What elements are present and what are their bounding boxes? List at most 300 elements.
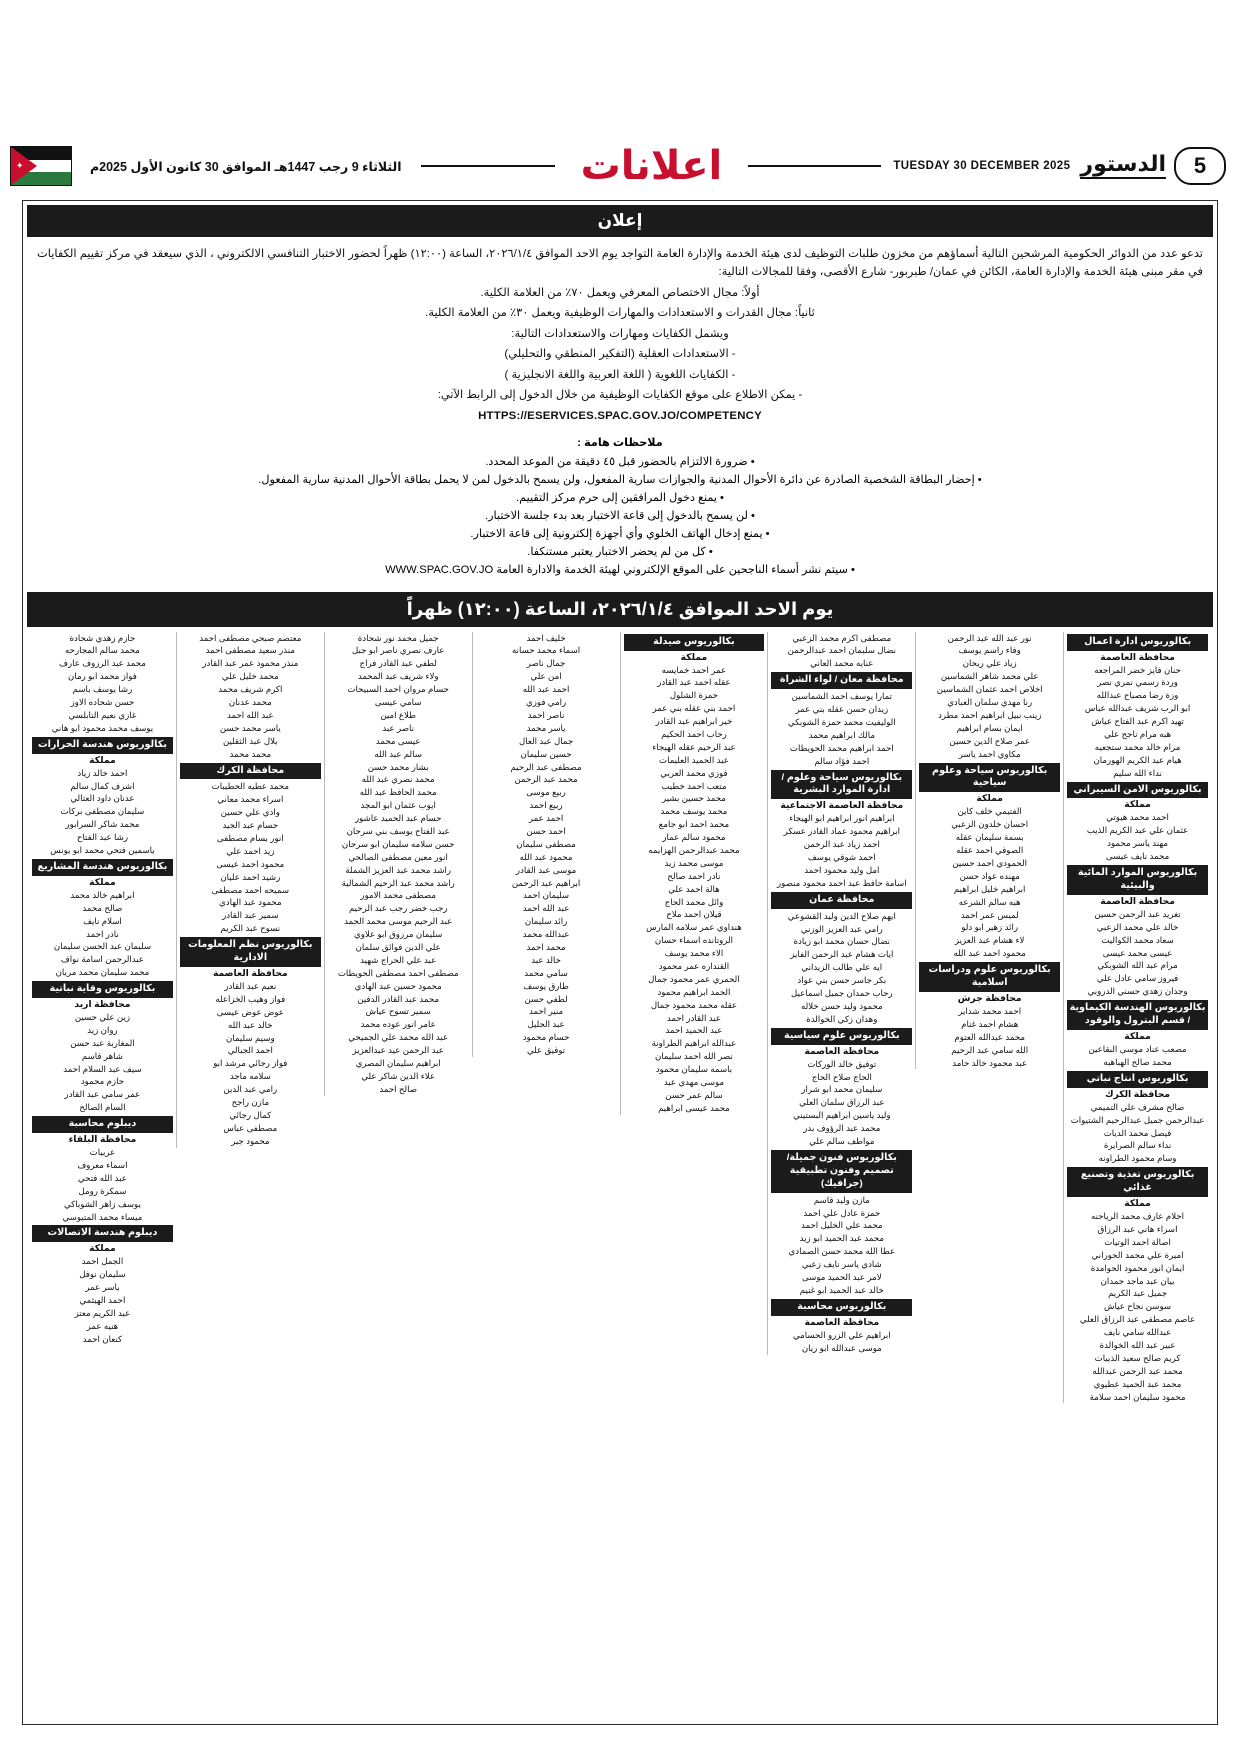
- candidate-name: سليمان مصطفى بركات: [60, 806, 145, 817]
- candidate-name: محمد عدنان: [228, 697, 272, 708]
- announcement-intro: [27, 237, 1213, 433]
- candidate-name: احسان خلدون الزعبي: [951, 819, 1029, 830]
- candidate-name: فيروز سامي عادل علي: [1096, 973, 1179, 984]
- candidate-name: ابراهيم خالد محمد: [70, 889, 135, 900]
- name-column: [29, 632, 176, 1346]
- candidate-name: محمد عبد الحميد عطيوي: [1093, 1378, 1182, 1389]
- candidate-name: ميساء محمد المتيوسي: [62, 1211, 143, 1222]
- candidate-name: محمد عبدالرحمن الهزايمه: [648, 845, 740, 855]
- candidate-name: خير ابراهيم عبد القادر: [655, 716, 733, 727]
- candidate-name: جميل عبد الكريم: [1108, 1288, 1168, 1299]
- candidate-name: الحاج صلاح الحاج: [811, 1071, 872, 1082]
- governorate-subheader: مملكة: [89, 1243, 116, 1254]
- candidate-name: هبه مرام ناجح علي: [1104, 728, 1172, 739]
- candidate-name: امن علي: [530, 671, 562, 682]
- candidate-name: نور عبد الله عبد الرحمن: [947, 632, 1032, 643]
- candidate-name: عدنان داود العتالي: [70, 793, 135, 804]
- candidate-name: رامي عبد الدين: [223, 1084, 278, 1095]
- note-item: • سيتم نشر أسماء الناجحين على الموقع الإلكتروني لهيئة الخدمة والادارة العامة WWW.SPAC.GOV.JO: [385, 563, 855, 576]
- candidate-name: ايه علي طالب الزيداني: [801, 962, 883, 973]
- masthead-rule-right: [421, 165, 554, 167]
- degree-section-header: بكالوريوس هندسة المشاريع: [32, 859, 173, 876]
- candidate-name: جمال عبد العال: [518, 735, 574, 746]
- governorate-subheader: محافظة العاصمة: [1100, 895, 1175, 906]
- candidate-name: غازي نعيم التابلسي: [68, 709, 137, 720]
- candidate-name: عمر صلاح الدين حسين: [949, 735, 1030, 746]
- candidate-name: رجب خضر رجب عبد الرحيم: [348, 903, 448, 914]
- candidate-name: سمير تسوح عياش: [365, 1006, 431, 1017]
- candidate-name: ايوب عثمان ابو المجد: [360, 800, 436, 811]
- degree-section-header: بكالوريوس علوم سياسية: [771, 1028, 912, 1045]
- governorate-subheader: مملكة: [680, 651, 708, 662]
- candidate-name: محمود وليد حسن خلاله: [801, 1000, 883, 1011]
- candidate-name: سالم عبد الله: [374, 748, 422, 759]
- candidate-name: الله سامي عبد الرحيم: [951, 1044, 1029, 1055]
- candidate-name: ياسر محمد حسن: [219, 722, 281, 733]
- candidate-name: حازم محمود: [80, 1076, 125, 1087]
- candidate-name: عبد الرحيم عقله الهيجاء: [652, 741, 736, 752]
- candidate-name: محمد يوسف محمد: [660, 806, 728, 817]
- degree-section-header: ديبلوم هندسة الاتصالات: [32, 1225, 173, 1242]
- candidate-name: ياسمين فتحي محمد ابو يونس: [50, 845, 155, 855]
- candidate-name: محمود جبر: [231, 1135, 270, 1146]
- degree-section-header: بكالوريوس الهندسة الكيماوية / قسم البترول والوقود: [1067, 1000, 1208, 1030]
- name-column: [620, 632, 768, 1115]
- candidate-name: وهدان زكي الخوالدة: [806, 1013, 878, 1024]
- candidate-name: نضال حسان محمد ابو زيادة: [793, 936, 891, 947]
- candidate-name: كريم صالح سعيد الذيبات: [1094, 1352, 1181, 1363]
- candidate-name: عبد الحميد العليمات: [658, 754, 729, 765]
- candidate-name: سعاد محمد الكواليت: [1101, 934, 1174, 945]
- candidate-name: مالك ابراهيم محمد: [808, 729, 875, 740]
- candidate-name: عوض عوض عيسى: [216, 1006, 284, 1017]
- candidate-name: زيد احمد علي: [226, 845, 275, 856]
- candidate-name: علاء الدين شاكر علي: [361, 1070, 436, 1081]
- candidate-name: وزة رضا مصباح عبدالله: [1096, 690, 1179, 701]
- masthead-date-en: TUESDAY 30 DECEMBER 2025: [893, 160, 1071, 172]
- candidate-name: وردة رسمي نمري نصر: [1097, 677, 1178, 688]
- candidate-name: جميل محمد نور شحادة: [357, 632, 439, 643]
- candidate-name: محمود سليمان احمد سلامة: [1089, 1391, 1186, 1402]
- candidate-name: توفيق علي: [526, 1045, 566, 1056]
- candidate-name: كمال رجائي: [229, 1109, 272, 1120]
- candidate-name: بكر جاسر حسن بني عواد: [797, 975, 887, 986]
- candidate-name: راشد محمد عبد الرحيم الشمالية: [341, 877, 455, 888]
- candidate-name: فوزي محمد العربي: [660, 767, 728, 778]
- candidate-name: موسى مهدي عبد: [663, 1077, 725, 1088]
- candidate-name: اسراء هاني عبد الرزاق: [1097, 1223, 1178, 1234]
- candidate-name: صالح مشرف علي التميمي: [1090, 1101, 1185, 1112]
- candidate-name: هبه سالم الشرعه: [958, 896, 1021, 907]
- candidate-name: عبير عبد الله الخوالدة: [1099, 1339, 1176, 1350]
- candidate-name: نادر احمد صالح: [667, 870, 721, 881]
- candidate-name: اسامة حافظ عبد احمد محمود منصور: [777, 877, 907, 888]
- candidate-name: علي الدين فوائق سلمان: [355, 941, 441, 952]
- degree-section-header: بكالوريوس الامن السيبراني: [1067, 782, 1208, 799]
- candidate-name: حسن شحاده الاوز: [70, 697, 135, 708]
- candidate-name: موسى محمد زيد: [664, 857, 724, 868]
- candidate-name: فيصل محمد الديات: [1103, 1127, 1172, 1138]
- candidate-name: مهند ياسر محمود: [1107, 838, 1168, 849]
- candidate-name: سليمان محمد ابو شرار: [801, 1084, 883, 1095]
- candidate-name: سامي محمد: [524, 967, 568, 978]
- candidate-name: هنيه عمر: [86, 1320, 119, 1331]
- candidate-name: سالم عمر حسن: [665, 1089, 723, 1100]
- candidate-name: اشرف كمال سالم: [70, 780, 135, 791]
- candidate-name: سميحه احمد مصطفى: [211, 884, 290, 895]
- degree-section-header: ديبلوم محاسبة: [32, 1116, 173, 1133]
- candidate-name: بلال عبد الثقلين: [222, 735, 278, 746]
- candidate-name: لامر عبد الحميد موسى: [801, 1272, 882, 1283]
- candidate-name: لطفي عبد القادر فراج: [359, 658, 437, 669]
- candidate-name: فواز رجائي مرشد ابو: [213, 1058, 288, 1069]
- candidate-name: مصطفى محمد الامور: [360, 890, 436, 901]
- candidate-name: سيف عبد السلام احمد: [63, 1063, 142, 1074]
- candidate-name: رشا عبد الفتاح: [76, 832, 128, 843]
- candidate-name: حسام عبد الجيد: [222, 820, 279, 831]
- candidate-name: فواز وهيب الخزاعله: [215, 993, 286, 1004]
- candidate-name-columns: [27, 632, 1213, 1404]
- candidate-name: كنعان احمد: [82, 1333, 123, 1344]
- candidate-name: محمود سالم عمار: [662, 832, 726, 843]
- candidate-name: صالح محمد: [82, 902, 123, 913]
- candidate-name: محمد عبد الرؤوف بدر: [803, 1123, 881, 1134]
- intro-paragraph-0: تدعو عدد من الدوائر الحكومية المرشحين التالية أسماؤهم من مخزون طلبات التوظيف لدى هيئة الخدمة والإدارة العامة التواجد يوم الاحد الموافق ٢٠٢٦/١/٤، الساعة (١٢:٠٠) ظهراً لحضور الاختبار التنافسي الالكتروني ، الذي سيعقد في مركز تقييم الكفايات في مقر مبنى هيئة الخدمة والإدارة العامة، الكائن في عمان/ طبربور- شارع الأقصى، وفقا للمجالات التالية:: [37, 248, 1203, 279]
- governorate-subheader: محافظة اربد: [74, 999, 131, 1009]
- note-item: • يمنع دخول المرافقين إلى حرم مركز التقييم.: [516, 491, 724, 504]
- candidate-name: روان زيد: [87, 1024, 118, 1035]
- candidate-name: حمزة عادل علي احمد: [803, 1207, 881, 1218]
- candidate-name: قيلان احمد ملاح: [666, 909, 722, 920]
- candidate-name: سلامه ماجد: [229, 1071, 271, 1082]
- candidate-name: محمد احمد ابو جامع: [658, 819, 730, 830]
- intro-paragraph-6: - يمكن الاطلاع على موقع الكفايات الوظيفية من خلال الدخول إلى الرابط الآتي:: [437, 389, 803, 402]
- governorate-subheader: محافظة البلقاء: [68, 1134, 137, 1145]
- candidate-name: محمد نصري عبد الله: [361, 774, 435, 785]
- candidate-name: احلام عارف محمد الرياحنه: [1091, 1211, 1185, 1222]
- candidate-name: عطا الله محمد حسن الصمادي: [788, 1246, 896, 1257]
- competency-link[interactable]: HTTPS://ESERVICES.SPAC.GOV.JO/COMPETENCY: [478, 409, 762, 422]
- degree-section-header: بكالوريوس هندسة الحرارات: [32, 737, 173, 754]
- candidate-name: اميرة علي محمد الحوراني: [1091, 1249, 1184, 1260]
- intro-paragraph-5: - الكفايات اللغوية ( اللغة العربية واللغة الانجليزية ): [504, 368, 736, 381]
- candidate-name: لاء هشام عبد العزيز: [954, 935, 1025, 946]
- candidate-name: خالد عبد الحميد ابو غنيم: [799, 1284, 884, 1295]
- candidate-name: مرام خالد محمد ستجعيه: [1094, 741, 1181, 752]
- intro-paragraph-4: - الاستعدادات العقلية (التفكير المنطقي والتحليلي): [504, 348, 736, 361]
- candidate-name: حسام عبد الحميد عاشور: [354, 813, 442, 824]
- announcement-frame: [22, 200, 1218, 1725]
- candidate-name: منذر سعيد مصطفى احمد: [205, 645, 295, 656]
- candidate-name: لطفي حسن: [524, 993, 568, 1004]
- candidate-name: عنايه محمد العاني: [810, 658, 874, 669]
- candidate-name: مازن وليد قاسم: [813, 1194, 870, 1205]
- candidate-name: تهيد اكرم عبد الفتاح عياش: [1091, 716, 1184, 727]
- candidate-name: بيان عبد ماجد حمدان: [1100, 1275, 1175, 1286]
- candidate-name: عربيات: [89, 1147, 116, 1158]
- candidate-name: ايمان بسام ابراهيم: [956, 722, 1023, 733]
- candidate-name: حمزة الشلول: [669, 690, 718, 701]
- candidate-name: محمود عبد الله: [519, 851, 573, 862]
- candidate-name: عبد الحميد احمد: [665, 1025, 723, 1036]
- candidate-name: الجمل احمد: [81, 1256, 124, 1267]
- candidate-name: علي محمد شاهر الشماسين: [940, 671, 1039, 682]
- candidate-name: توفيق خالد الوركات: [807, 1058, 877, 1069]
- candidate-name: محمد احمد: [526, 941, 566, 952]
- candidate-name: طلاع امين: [380, 709, 416, 720]
- candidate-name: احمد محمد هيوتي: [1106, 812, 1169, 823]
- candidate-name: احمد شوقي يوسف: [807, 852, 876, 863]
- candidate-name: محمد سالم المجارحه: [65, 645, 140, 656]
- candidate-name: محمد شاكر السرابور: [65, 819, 140, 830]
- candidate-name: نداء الله سليم: [1113, 767, 1163, 778]
- candidate-name: ابراهيم سليمان المصري: [355, 1057, 441, 1068]
- candidate-name: سمير عبد القادر: [222, 910, 279, 921]
- candidate-name: موسى عبد القادر: [515, 864, 577, 875]
- candidate-name: جمال ناصر: [526, 658, 566, 669]
- governorate-subheader: محافظة العاصمة: [804, 1045, 880, 1056]
- candidate-name: هنداوي عمر سلامه المارس: [646, 922, 742, 933]
- intro-paragraph-2: ثانياً: مجال القدرات و الاستعدادات والمهارات الوظيفية ويعمل ٣٠٪ من العلامة الكلية.: [425, 307, 815, 320]
- candidate-name: خالد عبد الله: [228, 1019, 273, 1030]
- candidate-name: وائل محمد الحاج: [664, 896, 724, 907]
- candidate-name: عبد الله احمد: [226, 709, 274, 720]
- candidate-name: احمد حسن: [526, 825, 566, 836]
- candidate-name: مازن راجح: [231, 1097, 270, 1108]
- candidate-name: احمد زياد عبد الرحمن: [803, 839, 880, 850]
- name-column: [1063, 632, 1211, 1404]
- name-column: [767, 632, 915, 1355]
- candidate-name: سليمان احمد: [523, 890, 570, 901]
- degree-section-header: بكالوريوس وقاية نباتية: [32, 981, 173, 998]
- candidate-name: سمكرة رومل: [78, 1185, 127, 1196]
- candidate-name: امل وليد محمود احمد: [804, 864, 880, 875]
- name-column: [915, 632, 1063, 1070]
- candidate-name: السام الصالح: [79, 1102, 126, 1113]
- candidate-name: وليد ياسين ابراهيم البستيني: [793, 1110, 891, 1121]
- announcement-title-bar: إعلان: [27, 205, 1213, 237]
- candidate-name: عبد محمود خالد حامد: [952, 1057, 1028, 1068]
- page-number: 5: [1174, 147, 1226, 185]
- candidate-name: عبدالله ابراهيم الطراونة: [651, 1038, 737, 1049]
- candidate-name: عبد علي الحراج شهيد: [360, 954, 437, 965]
- note-item: • إحضار البطاقة الشخصية الصادرة عن دائرة الأحوال المدنية والجوازات سارية المفعول، ولن يسمح بالدخول لمن لا يحمل بطاقة الأحوال المدنية سارية المفعول.: [258, 474, 982, 487]
- candidate-name: عقله محمد محمود جمال: [650, 999, 738, 1010]
- governorate-subheader: محافظة العاصمة: [804, 1316, 880, 1327]
- candidate-name: محمد عبد الرحمن عبدالله: [1092, 1365, 1183, 1376]
- candidate-name: احمد فؤاد سالم: [814, 755, 870, 766]
- candidate-name: القنداره عمر محمود: [658, 961, 730, 972]
- candidate-name: وفاء راسم يوسف: [958, 645, 1021, 656]
- candidate-name: ياسر عمر: [85, 1282, 120, 1293]
- candidate-name: عبدالله محمد: [522, 929, 570, 940]
- candidate-name: محمد صالح الهباهبه: [1103, 1056, 1172, 1067]
- candidate-name: مصطفى عبد الرحيم: [510, 761, 582, 772]
- candidate-name: رحاب حمدان جميل اسماعيل: [791, 988, 893, 999]
- candidate-name: محمود حسين عبد الهادي: [354, 980, 442, 991]
- candidate-name: محمد محمد: [229, 748, 272, 759]
- candidate-name: مصطفى سليمان: [516, 838, 576, 849]
- candidate-name: هشام احمد غنام: [961, 1018, 1019, 1029]
- candidate-name: خالد عبد: [531, 954, 561, 965]
- candidate-name: عارف نصري ناصر ابو جبل: [352, 645, 445, 656]
- candidate-name: نداء سالم الصرايرة: [1103, 1140, 1172, 1151]
- candidate-name: سوسن نجاح عياش: [1104, 1301, 1172, 1312]
- candidate-name: منذر محمود عمر عبد القادر: [202, 658, 299, 669]
- candidate-name: محمد عبد القادر الدفين: [357, 993, 440, 1004]
- candidate-name: ابراهيم خليل ابراهيم: [953, 883, 1026, 894]
- exam-date-bar: يوم الاحد الموافق ٢٠٢٦/١/٤، الساعة (١٢:٠٠) ظهراً: [27, 592, 1213, 627]
- paper-logo: [1080, 147, 1226, 185]
- candidate-name: نسوح عبد الكريم: [220, 923, 281, 934]
- candidate-name: محمد خليل علي: [221, 671, 279, 682]
- candidate-name: وسيم سليمان: [226, 1032, 275, 1043]
- candidate-name: عبد القادر احمد: [666, 1012, 721, 1023]
- candidate-name: ولاء شريف عبد المحمد: [357, 671, 439, 682]
- candidate-name: محمد حسين بشير: [661, 793, 726, 804]
- candidate-name: عامر انور عوده محمد: [360, 1019, 436, 1030]
- candidate-name: تمارا يوسف احمد الشماسين: [791, 691, 892, 702]
- candidate-name: محمد عبدالله العتوم: [954, 1031, 1025, 1042]
- candidate-name: شادي ياسر نايف زعبي: [801, 1259, 882, 1270]
- candidate-name: المغاربة عبد حسن: [70, 1037, 135, 1048]
- candidate-name: اصالة احمد الوتيات: [1104, 1236, 1171, 1247]
- candidate-name: ياسر محمد: [526, 722, 566, 733]
- candidate-name: ناصر احمد: [527, 709, 565, 720]
- candidate-name: ايمان انور محمود الحوامدة: [1090, 1262, 1185, 1273]
- note-item: • لن يسمح بالدخول إلى قاعة الاختبار بعد بدء جلسة الاختبار.: [485, 509, 755, 522]
- candidate-name: هالة احمد علي: [668, 883, 720, 894]
- candidate-name: عبد الله فتحي: [77, 1172, 127, 1183]
- candidate-name: خليف احمد: [526, 632, 566, 643]
- candidate-name: مهنده عواد حسن: [959, 870, 1020, 881]
- candidate-name: ايهم صلاح الدين وليد القشوعي: [787, 910, 896, 921]
- candidate-name: ابو الرب شريف عبدالله عباس: [1084, 703, 1191, 714]
- candidate-name: حسن سلامه سليمان ابو سرحان: [341, 838, 455, 849]
- degree-section-header: بكالوريوس سياحة وعلوم سياحية: [919, 763, 1060, 793]
- candidate-name: محمد عبد الرحمن: [514, 774, 578, 785]
- candidate-name: رائد زهير ابو دلو: [961, 922, 1019, 933]
- candidate-name: مصطفى اكرم محمد الزعبي: [792, 632, 892, 643]
- note-item: • يمنع إدخال الهاتف الخلوي وأي أجهزة إلكترونية إلى قاعة الاختبار.: [470, 527, 770, 540]
- candidate-name: مصطفى احمد مصطفى الحويطات: [337, 967, 459, 978]
- candidate-name: نصر الله احمد سليمان: [654, 1051, 733, 1062]
- candidate-name: اسماء معروف: [77, 1159, 128, 1170]
- degree-section-header: بكالوريوس محاسبة: [771, 1299, 912, 1316]
- candidate-name: عثمان علي عبد الكريم الذيب: [1086, 825, 1189, 836]
- candidate-name: بشار محمد حسن: [367, 761, 429, 772]
- governorate-subheader: محافظة العاصمة: [1100, 651, 1175, 662]
- candidate-name: محمود احمد عيسى: [216, 858, 285, 869]
- governorate-subheader: مملكة: [1124, 799, 1151, 810]
- candidate-name: معتصم صبحي مصطفى احمد: [199, 632, 302, 643]
- candidate-name: اسراء محمد معاني: [217, 794, 284, 805]
- candidate-name: رائد سليمان: [524, 916, 568, 927]
- candidate-name: احمد عمر: [528, 813, 564, 824]
- masthead-rule-left: [748, 165, 881, 167]
- governorate-subheader: مملكة: [1124, 1031, 1151, 1042]
- candidate-name: رشا يوسف باسم: [72, 684, 133, 695]
- candidate-name: الحمودي احمد حسين: [952, 857, 1027, 868]
- candidate-name: ابراهيم علي الزرو الحسامي: [792, 1329, 891, 1340]
- candidate-name: حنان فايز خضر المراجعه: [1094, 664, 1181, 675]
- candidate-name: اسلام نايف: [83, 915, 122, 926]
- degree-section-header: بكالوريوس صيدلة: [624, 634, 765, 651]
- candidate-name: ناصر عبد: [382, 722, 415, 733]
- candidate-name: محمد سليمان محمد مريان: [55, 967, 150, 978]
- intro-paragraph-1: أولاً: مجال الاختصاص المعرفي ويعمل ٧٠٪ من العلامة الكلية.: [480, 286, 760, 299]
- candidate-name: الروتانده اسماء حسان: [654, 935, 734, 946]
- candidate-name: الوليفيت محمد حمزة الشوبكي: [787, 716, 896, 727]
- candidate-name: رامي عبد العزيز الوزني: [800, 923, 883, 934]
- governorate-subheader: محافظة الكرك: [1105, 1088, 1171, 1099]
- candidate-name: رشيد احمد عليان: [220, 871, 281, 882]
- masthead-date-ar: الثلاثاء 9 رجب 1447هـ الموافق 30 كانون الأول 2025م: [89, 159, 402, 174]
- candidate-name: مرام عبد الله الشوبكي: [1097, 960, 1178, 971]
- name-column: [324, 632, 472, 1096]
- candidate-name: احمد الجبالي: [227, 1045, 273, 1056]
- governorate-subheader: محافظة جرش: [957, 992, 1022, 1003]
- governorate-subheader: محافظة العاصمة: [212, 968, 288, 978]
- candidate-name: تغريد عبد الرحمن حسين: [1094, 908, 1181, 919]
- candidate-name: عبد الرحيم موسى محمد الحمد: [344, 916, 453, 927]
- degree-section-header: بكالوريوس ادارة اعمال: [1067, 634, 1208, 651]
- note-item: • ضرورة الالتزام بالحضور قبل ٤٥ دقيقة من الموعد المحدد.: [485, 456, 755, 469]
- candidate-name: منير احمد: [529, 1006, 564, 1017]
- candidate-name: محمود عبد الهادي: [219, 897, 282, 908]
- candidate-name: نعيم عبد القادر: [224, 981, 277, 991]
- candidate-name: انور بسام مصطفى: [216, 833, 284, 843]
- degree-section-header: بكالوريوس تغذية وتصنيع غذائي: [1067, 1167, 1208, 1197]
- candidate-name: اكرم شريف محمد: [218, 684, 283, 695]
- candidate-name: عبدالرحمن اسامة نواف: [60, 954, 144, 965]
- candidate-name: سليمان نوفل: [79, 1269, 126, 1280]
- candidate-name: حسام محمود: [522, 1032, 570, 1043]
- candidate-name: احمد الهيثمي: [79, 1295, 126, 1306]
- candidate-name: مواطف سالم علي: [809, 1136, 875, 1146]
- candidate-name: زينب نبيل ابراهيم احمد مطرد: [938, 709, 1042, 720]
- candidate-name: حسين سليمان: [520, 748, 572, 759]
- degree-section-header: بكالوريوس الموارد المائية والبيئية: [1067, 865, 1208, 895]
- candidate-name: عبد الكريم معتز: [74, 1307, 131, 1318]
- degree-section-header: محافظة معان / لواء الشراة: [771, 672, 912, 689]
- candidate-name: محمد الحافظ عبد الله: [359, 787, 437, 798]
- degree-section-header: محافظة الكرك: [180, 763, 321, 780]
- masthead-title: اعلانات: [580, 143, 723, 189]
- candidate-name: الحمري عمر محمود جمال: [648, 973, 740, 984]
- candidate-name: الصوفي احمد عقله: [956, 845, 1024, 856]
- candidate-name: احمد ابراهيم محمد الحويطات: [789, 742, 894, 753]
- candidate-name: متعب احمد خطيب: [661, 780, 727, 791]
- candidate-name: اسماء محمد حسانه: [511, 645, 581, 656]
- candidate-name: عبدالله سامي نايف: [1103, 1327, 1172, 1338]
- candidate-name: خالد علي محمد الزعبي: [1096, 921, 1179, 932]
- candidate-name: محمد عيسى ابراهيم: [658, 1102, 730, 1113]
- candidate-name: زياد علي ريحان: [962, 658, 1017, 669]
- candidate-name: فواز محمد ابو رمان: [68, 671, 137, 682]
- degree-section-header: محافظة عمان: [771, 892, 912, 909]
- intro-paragraph-3: ويشمل الكفايات ومهارات والاستعدادات التالية:: [511, 327, 729, 340]
- candidate-name: احمد محمد شداير: [958, 1005, 1022, 1016]
- paper-name: الدستور: [1080, 153, 1166, 179]
- name-column: [176, 632, 324, 1148]
- candidate-name: زيدان حسن عقله بني عمر: [795, 704, 889, 715]
- candidate-name: عاصم مصطفى عبد الرزاق العلي: [1079, 1314, 1196, 1325]
- candidate-name: يوسف زاهر الشوباكي: [63, 1198, 141, 1209]
- candidate-name: وسام محمود الطراونه: [1098, 1153, 1177, 1164]
- candidate-name: عقله احمد عبد القادر: [657, 677, 731, 688]
- candidate-name: احمد عبد الله: [522, 684, 570, 695]
